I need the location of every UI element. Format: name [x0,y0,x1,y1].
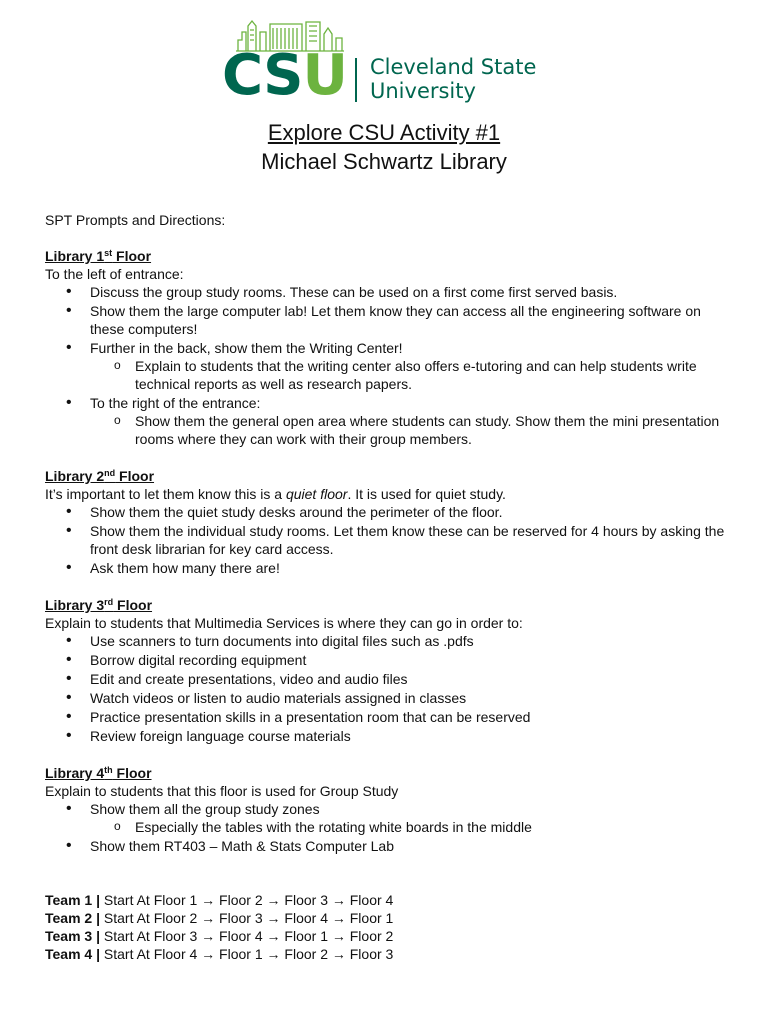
team-row [45,927,735,945]
floor1-sublist [90,357,735,393]
floor1-heading-suffix: Floor [112,248,152,264]
floor2-lead-text: It’s important to let them know this is a [45,486,286,502]
floor2-list [45,503,735,577]
floor3-heading-text: Library 3 [45,597,105,613]
floor2-lead-suffix: . It is used for quiet study. [347,486,506,502]
list-item [45,800,735,836]
floor2-heading [45,467,735,485]
list-item: • Show them the quiet study desks around the perimeter of the floor. [45,503,735,521]
floor4-lead: Explain to students that this floor is used for Group Study [45,783,399,799]
list-item: • Review foreign language course materials [45,727,735,745]
logo-name-line2: University [370,79,476,103]
floor1-list [45,283,735,448]
floor2-heading-sup: nd [104,468,116,478]
floor4-heading-text: Library 4 [45,765,105,781]
team-label: Team 2 | [45,910,101,926]
logo-wordmark [222,43,347,108]
floor3-heading-suffix: Floor [113,597,153,613]
floor1-lead: To the left of entrance: [45,266,184,282]
sublist-item: o Especially the tables with the rotating white boards in the middle [90,818,735,836]
list-item-text: To the right of the entrance: [90,395,261,411]
list-item: • Watch videos or listen to audio materials assigned in classes [45,689,735,707]
list-item: • Practice presentation skills in a presentation room that can be reserved [45,708,735,726]
team-row [45,909,735,927]
list-item [45,394,735,448]
team-route: Start At Floor 4 → Floor 1 → Floor 2 → Floor 3 [100,946,394,962]
floor1-sublist [90,412,735,448]
page-subtitle: Michael Schwartz Library [261,149,507,174]
sublist-item: o Explain to students that the writing center also offers e-tutoring and can help students write technical reports as well as research papers. [90,357,735,393]
team-label: Team 1 | [45,892,101,908]
list-item-text: Further in the back, show them the Writing Center! [90,340,403,356]
floor2-lead-emphasis: quiet floor [285,486,348,502]
list-item: • Ask them how many there are! [45,559,735,577]
list-item: • Borrow digital recording equipment [45,651,735,669]
logo-name-line1: Cleveland State [370,55,537,79]
list-item: • Show them the individual study rooms. Let them know these can be reserved for 4 hours by asking the front desk librarian for key card access. [45,522,735,558]
csu-logo [222,16,547,108]
floor2-heading-text: Library 2 [45,468,105,484]
floor4-heading [45,764,735,782]
page-title: Explore CSU Activity #1 [267,120,501,145]
logo-u: U [302,43,347,108]
sublist-item: o Show them the general open area where students can study. Show them the mini presentation rooms where they can work with their group members. [90,412,735,448]
list-item: • Show them RT403 – Math & Stats Computer Lab [45,837,735,855]
logo-divider [355,58,357,102]
team-label: Team 4 | [45,946,101,962]
floor4-heading-sup: th [104,765,113,775]
floor4-heading-suffix: Floor [112,765,152,781]
intro-text: SPT Prompts and Directions: [45,212,226,228]
team-route: Start At Floor 1 → Floor 2 → Floor 3 → Floor 4 [100,892,394,908]
logo-university-name [370,55,536,103]
floor1-heading-text: Library 1 [45,248,105,264]
floor1-heading-sup: st [104,248,113,258]
team-label: Team 3 | [45,928,101,944]
list-item-text: Show them all the group study zones [90,801,320,817]
floor4-list [45,800,735,855]
floor2-heading-suffix: Floor [115,468,155,484]
list-item: • Show them the large computer lab! Let them know they can access all the engineering software on these computers! [45,302,735,338]
floor3-heading [45,596,735,614]
team-row [45,891,735,909]
list-item: • Edit and create presentations, video and audio files [45,670,735,688]
floor3-list [45,632,735,745]
team-route: Start At Floor 2 → Floor 3 → Floor 4 → Floor 1 [100,910,394,926]
floor4-sublist [90,818,735,836]
team-row [45,945,735,963]
list-item: • Discuss the group study rooms. These can be used on a first come first served basis. [45,283,735,301]
document-body [45,211,735,963]
floor3-heading-sup: rd [104,597,114,607]
floor2-lead [45,485,735,503]
list-item: • Use scanners to turn documents into digital files such as .pdfs [45,632,735,650]
logo-cs: CS [222,43,303,108]
floor3-lead: Explain to students that Multimedia Services is where they can go in order to: [45,615,523,631]
list-item [45,339,735,393]
team-route: Start At Floor 3 → Floor 4 → Floor 1 → Floor 2 [100,928,394,944]
floor1-heading [45,247,735,265]
team-schedule [45,891,735,963]
